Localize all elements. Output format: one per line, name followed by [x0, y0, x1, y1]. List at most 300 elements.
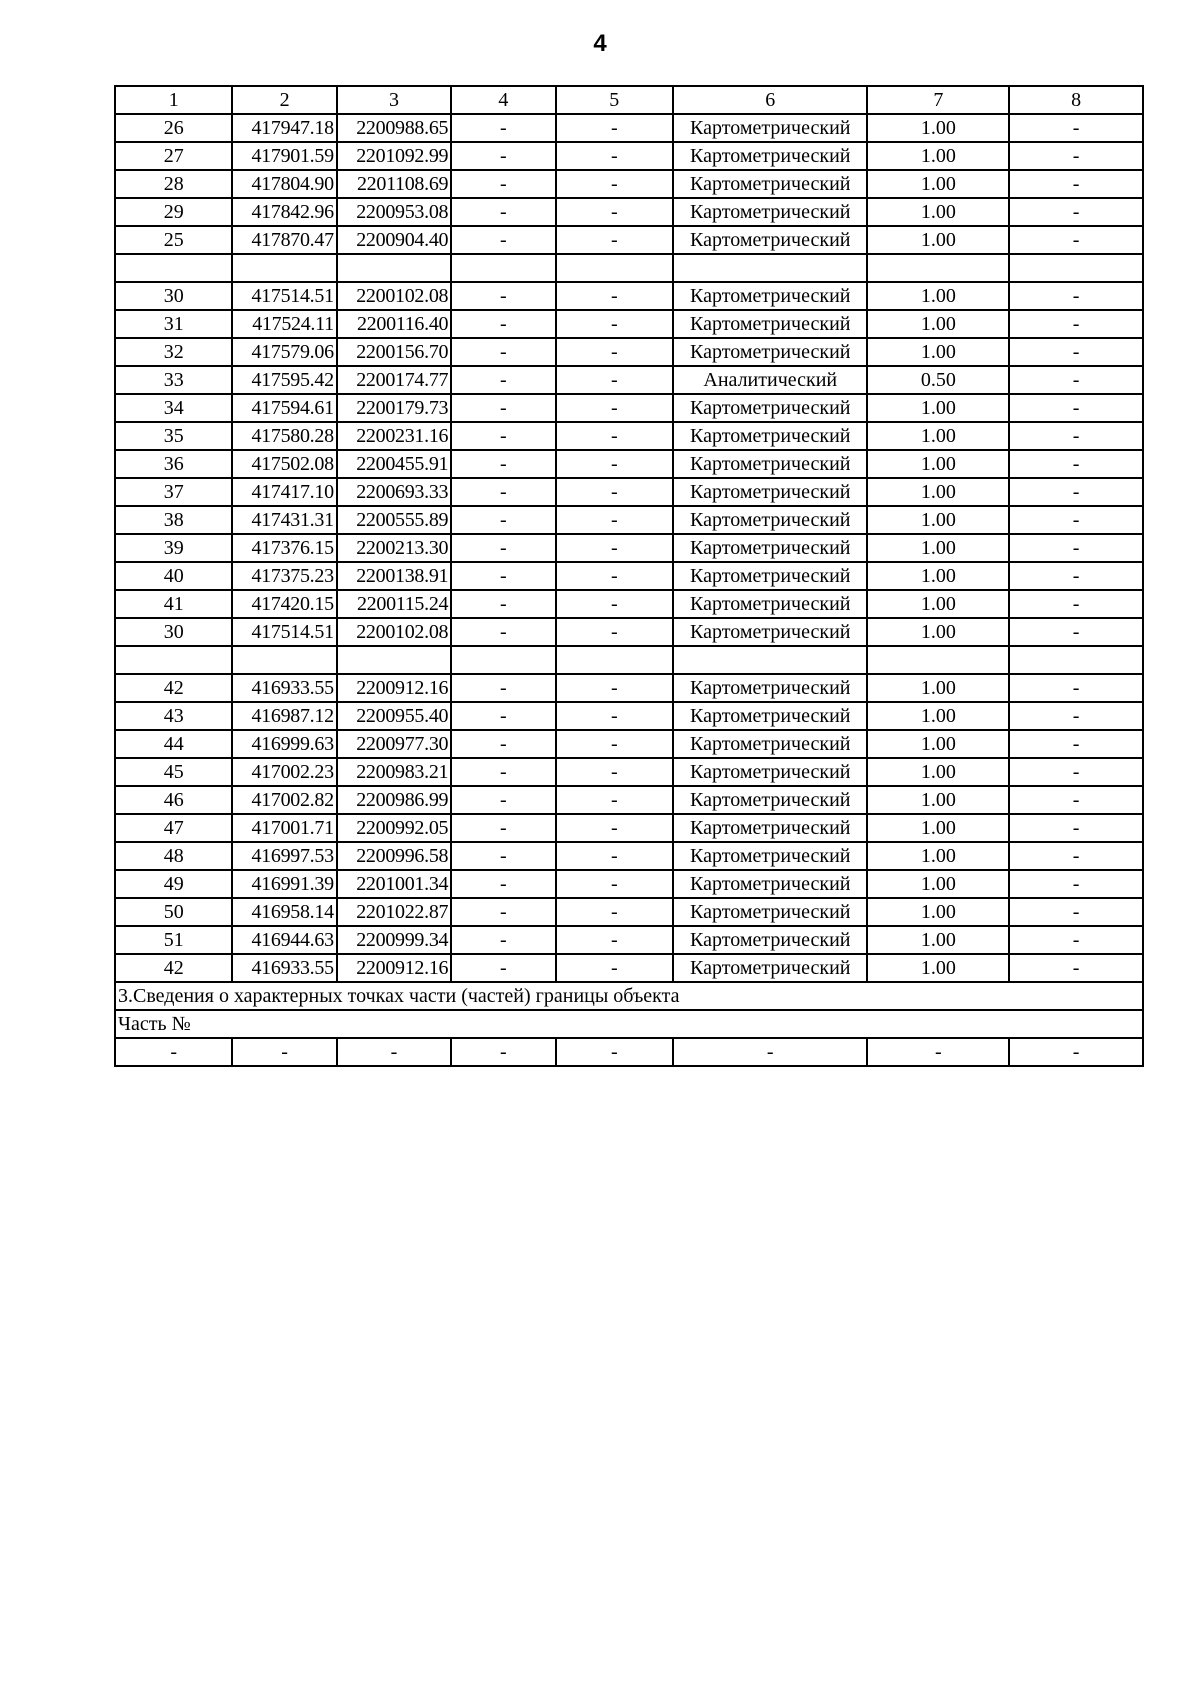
- empty-cell: [232, 646, 336, 674]
- accuracy-cell: 1.00: [867, 534, 1009, 562]
- col5-cell: -: [556, 954, 673, 982]
- col8-cell: -: [1009, 310, 1143, 338]
- accuracy-cell: 1.00: [867, 282, 1009, 310]
- accuracy-cell: 1.00: [867, 422, 1009, 450]
- method-cell: Картометрический: [673, 562, 867, 590]
- header-cell: 1: [115, 86, 232, 114]
- point-number-cell: 48: [115, 842, 232, 870]
- empty-cell: [867, 646, 1009, 674]
- col5-cell: -: [556, 562, 673, 590]
- method-cell: Картометрический: [673, 730, 867, 758]
- method-cell: Картометрический: [673, 478, 867, 506]
- col8-cell: -: [1009, 534, 1143, 562]
- col5-cell: -: [556, 226, 673, 254]
- point-number-cell: 37: [115, 478, 232, 506]
- col4-cell: -: [451, 730, 555, 758]
- point-number-cell: 36: [115, 450, 232, 478]
- method-cell: Картометрический: [673, 702, 867, 730]
- point-number-cell: 25: [115, 226, 232, 254]
- accuracy-cell: 1.00: [867, 730, 1009, 758]
- method-cell: Картометрический: [673, 226, 867, 254]
- x-coordinate-cell: 417514.51: [232, 618, 336, 646]
- col5-cell: -: [556, 870, 673, 898]
- col4-cell: -: [451, 758, 555, 786]
- accuracy-cell: 1.00: [867, 394, 1009, 422]
- y-coordinate-cell: 2200455.91: [337, 450, 451, 478]
- y-coordinate-cell: 2201108.69: [337, 170, 451, 198]
- col4-cell: -: [451, 366, 555, 394]
- x-coordinate-cell: 417376.15: [232, 534, 336, 562]
- col4-cell: -: [451, 198, 555, 226]
- part-cell: -: [337, 1038, 451, 1066]
- table-body: [115, 86, 1143, 1066]
- accuracy-cell: 1.00: [867, 674, 1009, 702]
- part-row: [115, 1038, 1143, 1066]
- col4-cell: -: [451, 478, 555, 506]
- empty-cell: [867, 254, 1009, 282]
- part-label-row: [115, 1010, 1143, 1038]
- empty-cell: [451, 254, 555, 282]
- point-number-cell: 32: [115, 338, 232, 366]
- accuracy-cell: 1.00: [867, 226, 1009, 254]
- col4-cell: -: [451, 282, 555, 310]
- x-coordinate-cell: 417804.90: [232, 170, 336, 198]
- x-coordinate-cell: 417594.61: [232, 394, 336, 422]
- part-label: Часть №: [115, 1010, 1143, 1038]
- empty-cell: [115, 646, 232, 674]
- col5-cell: -: [556, 142, 673, 170]
- point-number-cell: 49: [115, 870, 232, 898]
- col5-cell: -: [556, 786, 673, 814]
- accuracy-cell: 1.00: [867, 198, 1009, 226]
- table-row: [115, 618, 1143, 646]
- section-title-row: [115, 982, 1143, 1010]
- col4-cell: -: [451, 674, 555, 702]
- method-cell: Картометрический: [673, 506, 867, 534]
- method-cell: Картометрический: [673, 310, 867, 338]
- col5-cell: -: [556, 534, 673, 562]
- col5-cell: -: [556, 758, 673, 786]
- accuracy-cell: 1.00: [867, 590, 1009, 618]
- col4-cell: -: [451, 534, 555, 562]
- col5-cell: -: [556, 282, 673, 310]
- col5-cell: -: [556, 422, 673, 450]
- col8-cell: -: [1009, 142, 1143, 170]
- method-cell: Картометрический: [673, 674, 867, 702]
- x-coordinate-cell: 417901.59: [232, 142, 336, 170]
- method-cell: Картометрический: [673, 758, 867, 786]
- accuracy-cell: 1.00: [867, 338, 1009, 366]
- contour-separator-row: [115, 646, 1143, 674]
- col5-cell: -: [556, 506, 673, 534]
- col8-cell: -: [1009, 478, 1143, 506]
- header-cell: 7: [867, 86, 1009, 114]
- accuracy-cell: 1.00: [867, 506, 1009, 534]
- col5-cell: -: [556, 114, 673, 142]
- table-row: [115, 534, 1143, 562]
- method-cell: Картометрический: [673, 590, 867, 618]
- x-coordinate-cell: 417002.82: [232, 786, 336, 814]
- part-cell: -: [451, 1038, 555, 1066]
- col8-cell: -: [1009, 198, 1143, 226]
- table-row: [115, 198, 1143, 226]
- method-cell: Аналитический: [673, 366, 867, 394]
- table-row: [115, 702, 1143, 730]
- x-coordinate-cell: 416997.53: [232, 842, 336, 870]
- accuracy-cell: 1.00: [867, 170, 1009, 198]
- col8-cell: -: [1009, 338, 1143, 366]
- y-coordinate-cell: 2201022.87: [337, 898, 451, 926]
- table-row: [115, 394, 1143, 422]
- point-number-cell: 30: [115, 618, 232, 646]
- x-coordinate-cell: 417431.31: [232, 506, 336, 534]
- method-cell: Картометрический: [673, 422, 867, 450]
- y-coordinate-cell: 2200988.65: [337, 114, 451, 142]
- table-row: [115, 786, 1143, 814]
- table-row: [115, 170, 1143, 198]
- accuracy-cell: 1.00: [867, 870, 1009, 898]
- y-coordinate-cell: 2200115.24: [337, 590, 451, 618]
- col8-cell: -: [1009, 898, 1143, 926]
- point-number-cell: 29: [115, 198, 232, 226]
- y-coordinate-cell: 2200999.34: [337, 926, 451, 954]
- x-coordinate-cell: 416944.63: [232, 926, 336, 954]
- coordinates-table: [114, 85, 1144, 1067]
- table-row: [115, 282, 1143, 310]
- method-cell: Картометрический: [673, 842, 867, 870]
- col5-cell: -: [556, 170, 673, 198]
- method-cell: Картометрический: [673, 618, 867, 646]
- col5-cell: -: [556, 898, 673, 926]
- col8-cell: -: [1009, 954, 1143, 982]
- method-cell: Картометрический: [673, 954, 867, 982]
- y-coordinate-cell: 2200912.16: [337, 954, 451, 982]
- col8-cell: -: [1009, 842, 1143, 870]
- accuracy-cell: 1.00: [867, 702, 1009, 730]
- header-cell: 3: [337, 86, 451, 114]
- col4-cell: -: [451, 562, 555, 590]
- method-cell: Картометрический: [673, 870, 867, 898]
- point-number-cell: 47: [115, 814, 232, 842]
- point-number-cell: 45: [115, 758, 232, 786]
- y-coordinate-cell: 2200555.89: [337, 506, 451, 534]
- empty-cell: [451, 646, 555, 674]
- part-cell: -: [867, 1038, 1009, 1066]
- col5-cell: -: [556, 198, 673, 226]
- table-row: [115, 142, 1143, 170]
- y-coordinate-cell: 2200953.08: [337, 198, 451, 226]
- part-cell: -: [1009, 1038, 1143, 1066]
- table-row: [115, 842, 1143, 870]
- method-cell: Картометрический: [673, 394, 867, 422]
- col4-cell: -: [451, 590, 555, 618]
- method-cell: Картометрический: [673, 198, 867, 226]
- point-number-cell: 50: [115, 898, 232, 926]
- point-number-cell: 39: [115, 534, 232, 562]
- x-coordinate-cell: 416999.63: [232, 730, 336, 758]
- col5-cell: -: [556, 394, 673, 422]
- col8-cell: -: [1009, 562, 1143, 590]
- empty-cell: [673, 254, 867, 282]
- x-coordinate-cell: 417420.15: [232, 590, 336, 618]
- col4-cell: -: [451, 926, 555, 954]
- method-cell: Картометрический: [673, 786, 867, 814]
- col5-cell: -: [556, 702, 673, 730]
- col5-cell: -: [556, 674, 673, 702]
- col5-cell: -: [556, 310, 673, 338]
- method-cell: Картометрический: [673, 534, 867, 562]
- y-coordinate-cell: 2200693.33: [337, 478, 451, 506]
- point-number-cell: 43: [115, 702, 232, 730]
- accuracy-cell: 1.00: [867, 842, 1009, 870]
- header-cell: 6: [673, 86, 867, 114]
- col4-cell: -: [451, 422, 555, 450]
- y-coordinate-cell: 2200102.08: [337, 618, 451, 646]
- table-row: [115, 870, 1143, 898]
- y-coordinate-cell: 2200904.40: [337, 226, 451, 254]
- col8-cell: -: [1009, 226, 1143, 254]
- point-number-cell: 28: [115, 170, 232, 198]
- col8-cell: -: [1009, 814, 1143, 842]
- y-coordinate-cell: 2200983.21: [337, 758, 451, 786]
- empty-cell: [337, 646, 451, 674]
- section-title: 3.Сведения о характерных точках части (частей) границы объекта: [115, 982, 1143, 1010]
- y-coordinate-cell: 2200955.40: [337, 702, 451, 730]
- col8-cell: -: [1009, 114, 1143, 142]
- accuracy-cell: 1.00: [867, 142, 1009, 170]
- point-number-cell: 51: [115, 926, 232, 954]
- method-cell: Картометрический: [673, 114, 867, 142]
- y-coordinate-cell: 2200179.73: [337, 394, 451, 422]
- col5-cell: -: [556, 366, 673, 394]
- x-coordinate-cell: 416987.12: [232, 702, 336, 730]
- col5-cell: -: [556, 842, 673, 870]
- y-coordinate-cell: 2200156.70: [337, 338, 451, 366]
- col8-cell: -: [1009, 366, 1143, 394]
- col4-cell: -: [451, 702, 555, 730]
- y-coordinate-cell: 2200231.16: [337, 422, 451, 450]
- table-row: [115, 506, 1143, 534]
- col8-cell: -: [1009, 758, 1143, 786]
- col4-cell: -: [451, 114, 555, 142]
- method-cell: Картометрический: [673, 142, 867, 170]
- col8-cell: -: [1009, 618, 1143, 646]
- col4-cell: -: [451, 170, 555, 198]
- method-cell: Картометрический: [673, 170, 867, 198]
- header-cell: 2: [232, 86, 336, 114]
- x-coordinate-cell: 417947.18: [232, 114, 336, 142]
- table-row: [115, 590, 1143, 618]
- col4-cell: -: [451, 618, 555, 646]
- x-coordinate-cell: 416958.14: [232, 898, 336, 926]
- contour-separator-row: [115, 254, 1143, 282]
- col5-cell: -: [556, 450, 673, 478]
- col8-cell: -: [1009, 730, 1143, 758]
- point-number-cell: 38: [115, 506, 232, 534]
- table-row: [115, 450, 1143, 478]
- col4-cell: -: [451, 310, 555, 338]
- table-row: [115, 562, 1143, 590]
- table-row: [115, 338, 1143, 366]
- col5-cell: -: [556, 478, 673, 506]
- accuracy-cell: 1.00: [867, 310, 1009, 338]
- col8-cell: -: [1009, 702, 1143, 730]
- method-cell: Картометрический: [673, 282, 867, 310]
- empty-cell: [673, 646, 867, 674]
- y-coordinate-cell: 2200992.05: [337, 814, 451, 842]
- table-row: [115, 926, 1143, 954]
- col5-cell: -: [556, 590, 673, 618]
- table-row: [115, 758, 1143, 786]
- x-coordinate-cell: 416991.39: [232, 870, 336, 898]
- method-cell: Картометрический: [673, 450, 867, 478]
- point-number-cell: 46: [115, 786, 232, 814]
- header-cell: 5: [556, 86, 673, 114]
- col8-cell: -: [1009, 506, 1143, 534]
- accuracy-cell: 1.00: [867, 618, 1009, 646]
- header-row: [115, 86, 1143, 114]
- col4-cell: -: [451, 142, 555, 170]
- col8-cell: -: [1009, 170, 1143, 198]
- col4-cell: -: [451, 954, 555, 982]
- col8-cell: -: [1009, 450, 1143, 478]
- x-coordinate-cell: 417579.06: [232, 338, 336, 366]
- empty-cell: [115, 254, 232, 282]
- point-number-cell: 31: [115, 310, 232, 338]
- col5-cell: -: [556, 618, 673, 646]
- y-coordinate-cell: 2201092.99: [337, 142, 451, 170]
- table-row: [115, 898, 1143, 926]
- point-number-cell: 26: [115, 114, 232, 142]
- col4-cell: -: [451, 338, 555, 366]
- x-coordinate-cell: 417002.23: [232, 758, 336, 786]
- method-cell: Картометрический: [673, 926, 867, 954]
- x-coordinate-cell: 417514.51: [232, 282, 336, 310]
- y-coordinate-cell: 2200977.30: [337, 730, 451, 758]
- accuracy-cell: 1.00: [867, 450, 1009, 478]
- col4-cell: -: [451, 506, 555, 534]
- col4-cell: -: [451, 786, 555, 814]
- col8-cell: -: [1009, 870, 1143, 898]
- part-cell: -: [115, 1038, 232, 1066]
- col5-cell: -: [556, 338, 673, 366]
- accuracy-cell: 1.00: [867, 478, 1009, 506]
- col4-cell: -: [451, 898, 555, 926]
- accuracy-cell: 1.00: [867, 954, 1009, 982]
- y-coordinate-cell: 2200996.58: [337, 842, 451, 870]
- point-number-cell: 35: [115, 422, 232, 450]
- y-coordinate-cell: 2200138.91: [337, 562, 451, 590]
- col8-cell: -: [1009, 590, 1143, 618]
- y-coordinate-cell: 2200912.16: [337, 674, 451, 702]
- method-cell: Картометрический: [673, 814, 867, 842]
- col8-cell: -: [1009, 786, 1143, 814]
- table-row: [115, 674, 1143, 702]
- method-cell: Картометрический: [673, 338, 867, 366]
- x-coordinate-cell: 417580.28: [232, 422, 336, 450]
- x-coordinate-cell: 417417.10: [232, 478, 336, 506]
- accuracy-cell: 0.50: [867, 366, 1009, 394]
- accuracy-cell: 1.00: [867, 926, 1009, 954]
- empty-cell: [232, 254, 336, 282]
- col8-cell: -: [1009, 394, 1143, 422]
- table-row: [115, 366, 1143, 394]
- accuracy-cell: 1.00: [867, 786, 1009, 814]
- col4-cell: -: [451, 870, 555, 898]
- table-row: [115, 730, 1143, 758]
- col8-cell: -: [1009, 282, 1143, 310]
- table-row: [115, 226, 1143, 254]
- x-coordinate-cell: 417524.11: [232, 310, 336, 338]
- empty-cell: [1009, 254, 1143, 282]
- part-cell: -: [232, 1038, 336, 1066]
- empty-cell: [556, 254, 673, 282]
- part-cell: -: [673, 1038, 867, 1066]
- y-coordinate-cell: 2200102.08: [337, 282, 451, 310]
- x-coordinate-cell: 416933.55: [232, 954, 336, 982]
- col4-cell: -: [451, 394, 555, 422]
- part-cell: -: [556, 1038, 673, 1066]
- point-number-cell: 44: [115, 730, 232, 758]
- col8-cell: -: [1009, 422, 1143, 450]
- accuracy-cell: 1.00: [867, 898, 1009, 926]
- point-number-cell: 40: [115, 562, 232, 590]
- accuracy-cell: 1.00: [867, 114, 1009, 142]
- col4-cell: -: [451, 814, 555, 842]
- y-coordinate-cell: 2201001.34: [337, 870, 451, 898]
- header-cell: 4: [451, 86, 555, 114]
- col8-cell: -: [1009, 674, 1143, 702]
- col4-cell: -: [451, 450, 555, 478]
- x-coordinate-cell: 417870.47: [232, 226, 336, 254]
- table-row: [115, 114, 1143, 142]
- col4-cell: -: [451, 842, 555, 870]
- y-coordinate-cell: 2200213.30: [337, 534, 451, 562]
- accuracy-cell: 1.00: [867, 758, 1009, 786]
- point-number-cell: 34: [115, 394, 232, 422]
- x-coordinate-cell: 417842.96: [232, 198, 336, 226]
- point-number-cell: 30: [115, 282, 232, 310]
- col5-cell: -: [556, 926, 673, 954]
- method-cell: Картометрический: [673, 898, 867, 926]
- point-number-cell: 42: [115, 954, 232, 982]
- y-coordinate-cell: 2200116.40: [337, 310, 451, 338]
- x-coordinate-cell: 416933.55: [232, 674, 336, 702]
- table-row: [115, 814, 1143, 842]
- header-cell: 8: [1009, 86, 1143, 114]
- accuracy-cell: 1.00: [867, 562, 1009, 590]
- accuracy-cell: 1.00: [867, 814, 1009, 842]
- col5-cell: -: [556, 814, 673, 842]
- table-row: [115, 422, 1143, 450]
- table-row: [115, 310, 1143, 338]
- empty-cell: [1009, 646, 1143, 674]
- point-number-cell: 27: [115, 142, 232, 170]
- point-number-cell: 41: [115, 590, 232, 618]
- point-number-cell: 42: [115, 674, 232, 702]
- x-coordinate-cell: 417001.71: [232, 814, 336, 842]
- x-coordinate-cell: 417375.23: [232, 562, 336, 590]
- y-coordinate-cell: 2200986.99: [337, 786, 451, 814]
- point-number-cell: 33: [115, 366, 232, 394]
- empty-cell: [337, 254, 451, 282]
- col4-cell: -: [451, 226, 555, 254]
- empty-cell: [556, 646, 673, 674]
- y-coordinate-cell: 2200174.77: [337, 366, 451, 394]
- table-row: [115, 954, 1143, 982]
- col5-cell: -: [556, 730, 673, 758]
- page-number: 4: [593, 30, 607, 57]
